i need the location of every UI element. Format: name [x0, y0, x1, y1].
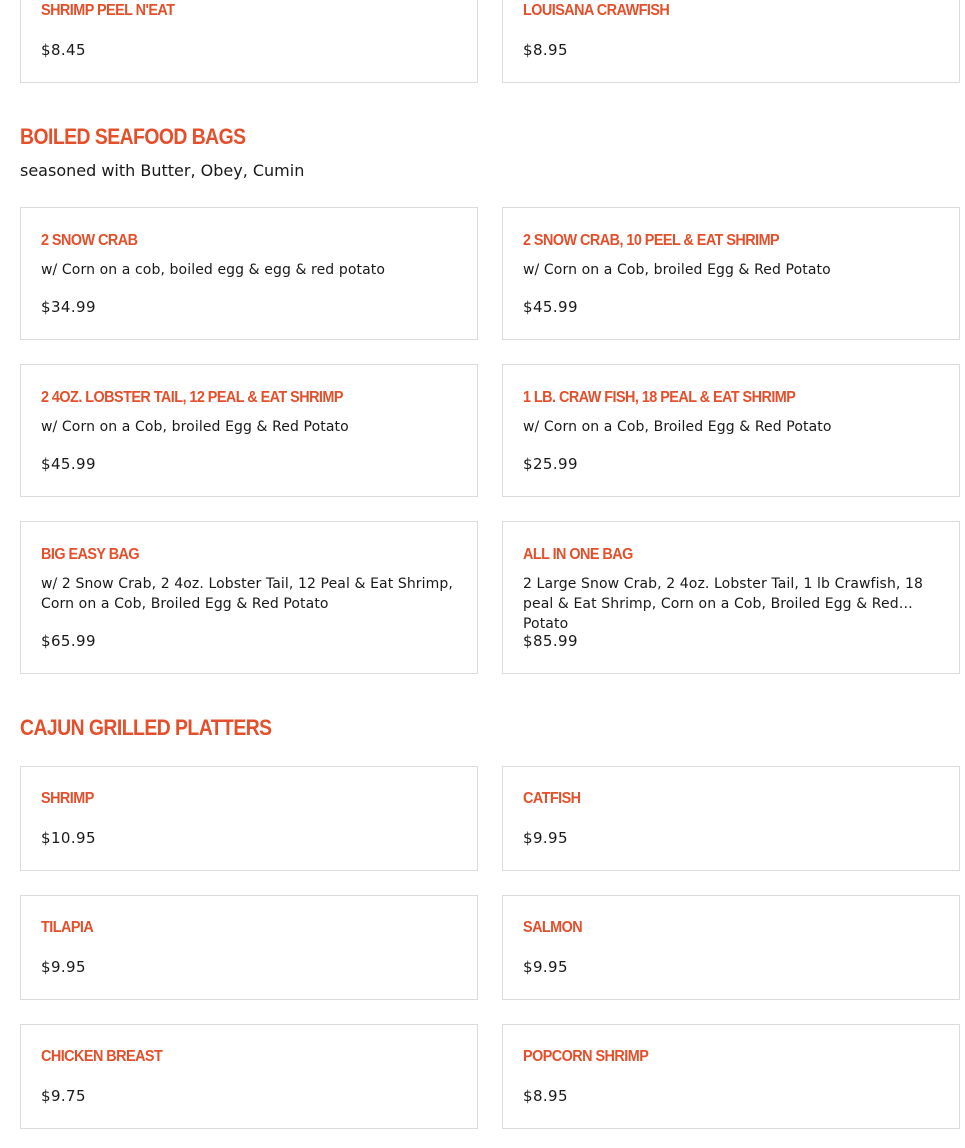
section-title-cajun-grilled-platters: CAJUN GRILLED PLATTERS [20, 715, 272, 740]
menu-item-name: TILAPIA [41, 919, 94, 936]
menu-item-card[interactable] [502, 0, 960, 83]
menu-item-name: 2 SNOW CRAB, 10 PEEL & EAT SHRIMP [523, 232, 780, 249]
menu-item-name: 2 4OZ. LOBSTER TAIL, 12 PEAL & EAT SHRIMP [41, 389, 343, 406]
menu-item-card[interactable] [20, 766, 478, 871]
menu-item-description: w/ Corn on a cob, boiled egg & egg & red potato [41, 262, 386, 278]
menu-item-card[interactable] [502, 521, 960, 674]
menu-item-price: $34.99 [41, 298, 96, 316]
menu-item-description: w/ 2 Snow Crab, 2 4oz. Lobster Tail, 12 Peal & Eat Shrimp, Corn on a Cob, Broiled Egg & Red Potato [41, 576, 453, 612]
menu-item-card[interactable] [502, 1024, 960, 1129]
menu-item-price: $10.95 [41, 829, 96, 847]
menu-item-card[interactable] [20, 1024, 478, 1129]
menu-item-name: 2 SNOW CRAB [41, 232, 138, 249]
menu-item-price: $8.45 [41, 41, 86, 59]
menu-item-card[interactable] [502, 766, 960, 871]
menu-item-price: $9.95 [523, 829, 568, 847]
menu-item-name: LOUISANA CRAWFISH [523, 2, 670, 19]
menu-item-card[interactable] [20, 895, 478, 1000]
section-subtitle: seasoned with Butter, Obey, Cumin [20, 161, 305, 180]
menu-item-price: $25.99 [523, 455, 578, 473]
menu-item-name: SHRIMP [41, 790, 94, 807]
menu-item-price: $45.99 [523, 298, 578, 316]
menu-item-name: SHRIMP PEEL N'EAT [41, 2, 175, 19]
menu-item-card[interactable] [20, 0, 478, 83]
menu-item-card[interactable] [20, 364, 478, 497]
menu-item-name: SALMON [523, 919, 583, 936]
menu-item-card[interactable] [502, 364, 960, 497]
menu-item-card[interactable] [502, 207, 960, 340]
menu-item-description: w/ Corn on a Cob, broiled Egg & Red Potato [41, 419, 349, 435]
menu-item-card[interactable] [20, 207, 478, 340]
menu-item-price: $8.95 [523, 41, 568, 59]
menu-item-name: 1 LB. CRAW FISH, 18 PEAL & EAT SHRIMP [523, 389, 796, 406]
menu-item-name: ALL IN ONE BAG [523, 546, 633, 563]
menu-item-description: 2 Large Snow Crab, 2 4oz. Lobster Tail, 1 lb Crawfish, 18 peal & Eat Shrimp, Corn on a Cob, Broiled Egg & Red Potato [523, 576, 924, 632]
menu-item-name: POPCORN SHRIMP [523, 1048, 649, 1065]
menu-item-price: $9.75 [41, 1087, 86, 1105]
menu-item-price: $8.95 [523, 1087, 568, 1105]
menu-item-name: BIG EASY BAG [41, 546, 140, 563]
menu-item-description: w/ Corn on a Cob, Broiled Egg & Red Potato [523, 419, 832, 435]
menu-item-name: CATFISH [523, 790, 581, 807]
menu-item-card[interactable] [502, 895, 960, 1000]
menu-item-price: $85.99 [523, 632, 578, 650]
menu-item-description: w/ Corn on a Cob, broiled Egg & Red Potato [523, 262, 831, 278]
section-title-boiled-seafood-bags: BOILED SEAFOOD BAGS [20, 124, 246, 149]
menu-item-card[interactable] [20, 521, 478, 674]
menu-item-price: $9.95 [41, 958, 86, 976]
menu-item-price: $45.99 [41, 455, 96, 473]
menu-item-price: $65.99 [41, 632, 96, 650]
menu-item-price: $9.95 [523, 958, 568, 976]
menu-item-name: CHICKEN BREAST [41, 1048, 163, 1065]
